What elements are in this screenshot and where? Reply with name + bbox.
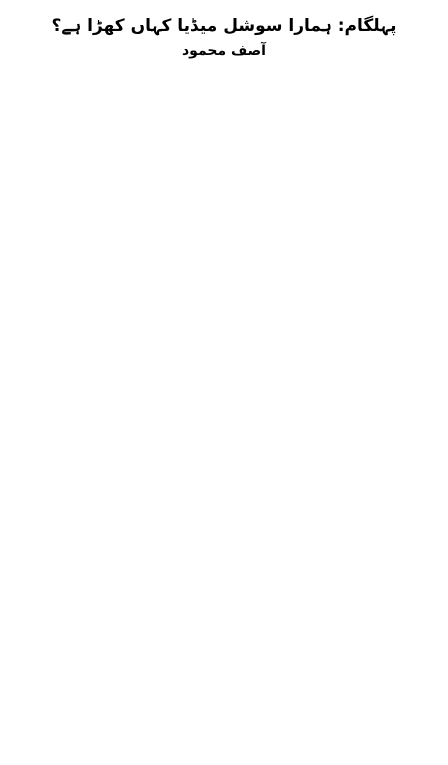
article-byline: آصف محمود bbox=[182, 43, 266, 59]
article-title: پہلگام: ہمارا سوشل میڈیا کہاں کھڑا ہے؟ bbox=[51, 16, 397, 36]
